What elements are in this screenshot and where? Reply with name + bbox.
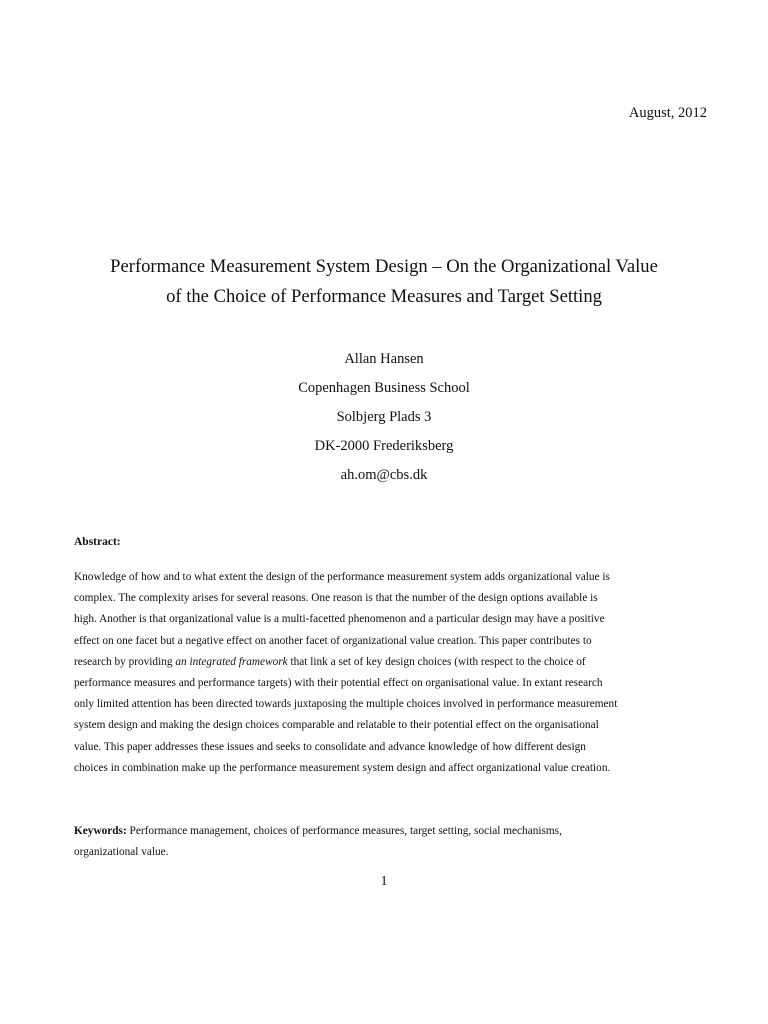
abstract-line: value. This paper addresses these issues and seeks to consolidate and advance knowledge of how different design xyxy=(74,740,586,753)
abstract-line: Knowledge of how and to what extent the design of the performance measurement system adds organizational value is xyxy=(74,571,610,583)
publication-date: August, 2012 xyxy=(628,105,707,121)
author-city: DK-2000 Frederiksberg xyxy=(314,438,454,454)
title-line-1: Performance Measurement System Design – On the Organizational Value xyxy=(110,256,658,277)
emphasized-term: an integrated framework xyxy=(175,655,288,668)
abstract-line: only limited attention has been directed towards juxtaposing the multiple choices involved in performance measurement xyxy=(74,698,618,711)
abstract-line: choices in combination make up the performance measurement system design and affect organizational value creation. xyxy=(74,761,611,774)
abstract-text xyxy=(74,567,714,779)
page-number: 1 xyxy=(380,874,388,889)
author-email: ah.om@cbs.dk xyxy=(340,467,428,483)
abstract-line: performance measures and performance targets) with their potential effect on organisational value. In extant research xyxy=(74,677,603,690)
abstract-line: high. Another is that organizational value is a multi-facetted phenomenon and a particular design may have a positive xyxy=(74,613,605,626)
abstract-line: effect on one facet but a negative effect on another facet of organizational value creation. This paper contributes to xyxy=(74,634,592,647)
abstract-text-segment: research by providing xyxy=(74,655,176,668)
keywords-line: organizational value. xyxy=(74,846,169,859)
abstract-line xyxy=(74,652,714,673)
abstract-text-segment: that link a set of key design choices (with respect to the choice of xyxy=(287,655,586,668)
author-block xyxy=(184,345,584,490)
abstract-line: complex. The complexity arises for several reasons. One reason is that the number of the design options available is xyxy=(74,592,598,605)
paper-title xyxy=(40,252,728,312)
keywords-text: Performance management, choices of performance measures, target setting, social mechanisms, xyxy=(126,825,562,837)
author-institution: Copenhagen Business School xyxy=(298,380,470,396)
keywords-label: Keywords: xyxy=(74,825,127,837)
title-line-2: of the Choice of Performance Measures and Target Setting xyxy=(166,286,602,307)
abstract-heading: Abstract: xyxy=(74,536,121,548)
keywords-block xyxy=(74,821,714,863)
author-street: Solbjerg Plads 3 xyxy=(336,409,432,425)
keywords-line xyxy=(74,821,714,842)
author-name: Allan Hansen xyxy=(344,351,424,367)
abstract-line: system design and making the design choices comparable and relatable to their potential effect on the organisational xyxy=(74,719,599,732)
